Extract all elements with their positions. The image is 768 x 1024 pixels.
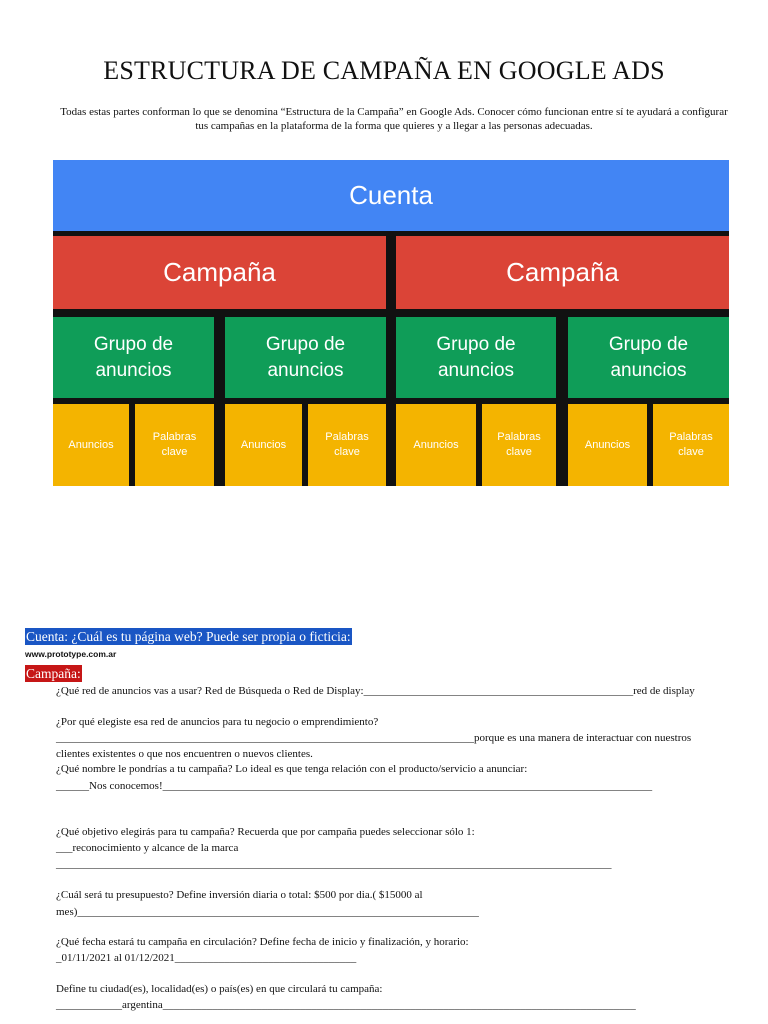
question-fecha: ¿Qué fecha estará tu campaña en circulación? Define fecha de inicio y finalización, y horario: xyxy=(56,936,469,948)
diagram-grupo-2-label: Grupo de anuncios xyxy=(265,333,346,381)
campana-heading: Campaña: xyxy=(26,666,81,681)
cuenta-heading: Cuenta: ¿Cuál es tu página web? Puede ser propia o ficticia: xyxy=(26,629,351,644)
diagram-campana-1: Campaña xyxy=(53,236,386,309)
diagram-palabras-clave-3-label: Palabras clave xyxy=(497,431,541,458)
diagram-grupo-3 xyxy=(396,317,556,398)
diagram-grupo-3-label: Grupo de anuncios xyxy=(436,333,516,381)
diagram-palabras-clave-1-label: Palabras clave xyxy=(152,431,197,458)
diagram-cuenta: Cuenta xyxy=(53,160,729,231)
intro-paragraph: Todas estas partes conforman lo que se denomina “Estructura de la Campaña” en Google Ads. Conocer cómo funcionan entre sí te ayudará a configurar tus campañas en la plataforma de la forma que quieres y a llegar a las personas adecuadas. xyxy=(60,106,728,132)
diagram-palabras-clave-1 xyxy=(135,404,214,486)
answer-objetivo-line: _____________________________________________________________________________________________________ xyxy=(56,858,612,870)
diagram-palabras-clave-2-label: Palabras clave xyxy=(325,431,369,458)
diagram-palabras-clave-4-label: Palabras clave xyxy=(669,431,713,458)
answer-ubicacion: ____________argentina______________________________________________________________________________________ xyxy=(56,999,636,1011)
diagram-palabras-clave-2 xyxy=(308,404,386,486)
answer-fecha: _01/11/2021 al 01/12/2021_________________________________ xyxy=(56,952,357,964)
answer-objetivo: ___reconocimiento y alcance de la marca xyxy=(56,842,239,854)
question-presupuesto: ¿Cuál será tu presupuesto? Define inversión diaria o total: $500 por dia.( $15000 al xyxy=(56,889,423,901)
question-red-anuncios: ¿Qué red de anuncios vas a usar? Red de Búsqueda o Red de Display:_________________________________________________red de display xyxy=(56,685,695,697)
campaign-structure-diagram xyxy=(53,160,729,486)
diagram-palabras-clave-3 xyxy=(482,404,556,486)
diagram-grupo-4 xyxy=(568,317,729,398)
question-por-que-red: ¿Por qué elegiste esa red de anuncios para tu negocio o emprendimiento? xyxy=(56,716,379,728)
diagram-anuncios-4: Anuncios xyxy=(568,404,647,486)
diagram-campana-2: Campaña xyxy=(396,236,729,309)
answer-presupuesto: mes)_________________________________________________________________________ xyxy=(56,906,479,918)
question-objetivo: ¿Qué objetivo elegirás para tu campaña? Recuerda que por campaña puedes seleccionar sólo 1: xyxy=(56,826,475,838)
diagram-grupo-1-label: Grupo de anuncios xyxy=(93,333,174,381)
answer-por-que-red-cont: clientes existentes o que nos encuentren o nuevos clientes. xyxy=(56,748,313,760)
answer-por-que-red: ____________________________________________________________________________porque es una manera de interactuar con nuestros xyxy=(56,732,692,744)
diagram-palabras-clave-4 xyxy=(653,404,729,486)
diagram-anuncios-2: Anuncios xyxy=(225,404,302,486)
answer-nombre-campana: ______Nos conocemos!_________________________________________________________________________________________ xyxy=(56,780,653,792)
question-ubicacion: Define tu ciudad(es), localidad(es) o país(es) en que circulará tu campaña: xyxy=(56,983,383,995)
diagram-anuncios-1: Anuncios xyxy=(53,404,129,486)
diagram-grupo-2 xyxy=(225,317,386,398)
question-nombre-campana: ¿Qué nombre le pondrías a tu campaña? Lo ideal es que tenga relación con el producto/servicio a anunciar: xyxy=(56,763,528,775)
diagram-anuncios-3: Anuncios xyxy=(396,404,476,486)
diagram-grupo-1 xyxy=(53,317,214,398)
page-title: ESTRUCTURA DE CAMPAÑA EN GOOGLE ADS xyxy=(103,56,665,85)
diagram-grupo-4-label: Grupo de anuncios xyxy=(608,333,689,381)
website-answer: www.prototype.com.ar xyxy=(25,649,117,659)
